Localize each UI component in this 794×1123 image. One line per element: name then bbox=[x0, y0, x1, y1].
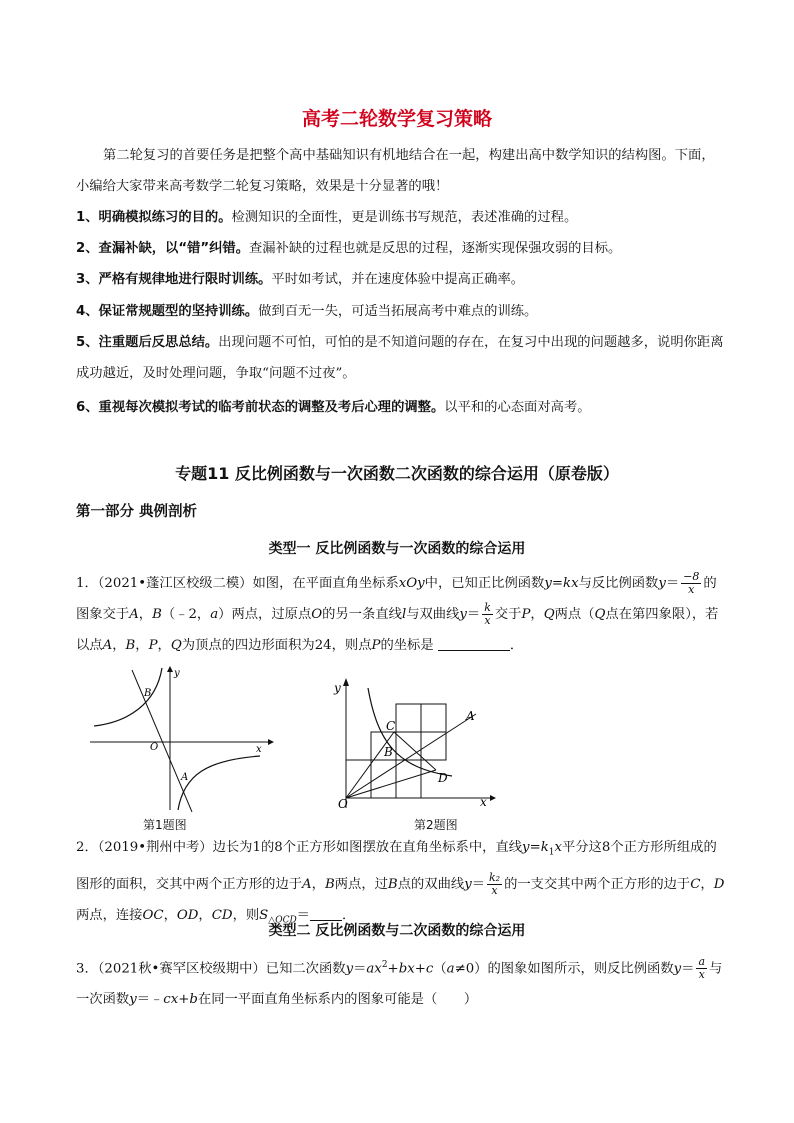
topic-title: 专题11 反比例函数与一次函数二次函数的综合运用（原卷版） bbox=[175, 464, 619, 483]
answer-blank[interactable] bbox=[310, 906, 342, 921]
strategy-item-2 bbox=[76, 233, 726, 264]
fig1-origin-label: O bbox=[150, 742, 159, 753]
q1-text: 的图象交于 bbox=[76, 576, 717, 622]
q1-number: 1． bbox=[76, 576, 98, 591]
fig2-d-label: D bbox=[438, 771, 448, 785]
item-text: 做到百无一失，可适当拓展高考中难点的训练。 bbox=[258, 304, 538, 319]
question-1: 1．（2021•蓬江区校级二模）如图，在平面直角坐标系xOy中，已知正比例函数y=kx与反比例函数y＝ $\frac{-8}{x}$ 的图象交于A，B（﹣2，a）两点，过原点O的另一条直线l与双曲线y＝ $\frac{k}{x}$ 交于P，Q两点（Q点在第四象限），若以点A，B，P，Q为顶点的四边形面积为24，则点P的坐标是 ． bbox=[76, 570, 719, 653]
item-text: 以平和的心态面对高考。 bbox=[444, 400, 591, 415]
q2-fraction: $\frac{\text{k₂}}{x}$ bbox=[489, 870, 501, 897]
strategy-item-6 bbox=[76, 392, 726, 423]
fig2-c-label: C bbox=[386, 719, 396, 733]
part-heading: 第一部分 典例剖析 bbox=[76, 504, 198, 520]
answer-blank[interactable] bbox=[438, 636, 510, 651]
item-text: 检测知识的全面性，更是训练书写规范，表述准确的过程。 bbox=[231, 210, 578, 225]
item-bold: 6、重视每次模拟考试的临考前状态的调整及考后心理的调整。 bbox=[76, 400, 445, 415]
item-bold: 3、严格有规律地进行限时训练。 bbox=[76, 272, 272, 287]
fig1-b-label: B bbox=[144, 688, 152, 699]
fig2-b-label: B bbox=[384, 745, 393, 759]
q1-fraction: $\frac{-8}{x}$ bbox=[683, 570, 700, 596]
page-title: 高考二轮数学复习策略 bbox=[301, 108, 492, 130]
figure-1 bbox=[88, 664, 278, 812]
q1-fraction-k: $\frac{k}{x}$ bbox=[484, 601, 491, 627]
fig1-y-label: y bbox=[174, 668, 180, 679]
fig2-a-label: A bbox=[466, 709, 475, 723]
intro-paragraph: 第二轮复习的首要任务是把整个高中基础知识有机地结合在一起，构建出高中数学知识的结构图。下面，小编给大家带来高考数学二轮复习策略，效果是十分显著的哦！ bbox=[76, 148, 715, 194]
question-3: 3．（2021秋•赛罕区校级期中）已知二次函数$y=ax^2+bx+c(a\ne 0)$的图象如图所示，则反比例函数y＝ $\frac{a}{x}$ 与一次函数y＝﹣cx+b在同一平面直角坐标系内的图象可能是（ ） bbox=[76, 955, 723, 1008]
q1-text: 如图，在平面直角坐标系 bbox=[252, 576, 399, 591]
type-one-heading: 类型一 反比例函数与一次函数的综合运用 bbox=[268, 541, 526, 557]
q2-source: （2019•荆州中考） bbox=[97, 840, 213, 855]
fig2-x-label: x bbox=[480, 795, 487, 809]
item-bold: 4、保证常规题型的坚持训练。 bbox=[76, 304, 259, 319]
type-two-heading: 类型二 反比例函数与二次函数的综合运用 bbox=[268, 923, 526, 939]
question-2: 2．（2019•荆州中考）边长为1的8个正方形如图摆放在直角坐标系中，直线$y=k_1x$平分这8个正方形所组成的图形的面积，交其中两个正方形的边于A，B两点，过B点的双曲线y＝ $\frac{\text{k₂}}{x}$ 的一支交其中两个正方形的边于C，D两点，连接OC，OD，CD，则$S_{\triangle OCD}=$ ． bbox=[76, 840, 725, 926]
strategy-item-5 bbox=[76, 327, 726, 389]
q1-source: （2021•蓬江区校级二模） bbox=[97, 576, 253, 591]
strategy-item-3 bbox=[76, 264, 726, 295]
item-text: 出现问题不可怕，可怕的是不知道问题的存在，在复习中出现的问题越多，说明你距离成功越近，及时处理问题，争取“问题不过夜”。 bbox=[76, 335, 724, 381]
q1-text: 中，已知正比例函数 bbox=[424, 576, 545, 591]
q1-text: 与反比例函数 bbox=[578, 576, 659, 591]
item-text: 平时如考试，并在速度体验中提高正确率。 bbox=[271, 272, 525, 287]
fig1-x-label: x bbox=[256, 744, 262, 755]
q3-fraction: $\frac{a}{x}$ bbox=[698, 955, 705, 982]
item-bold: 2、查漏补缺，以“错”纠错。 bbox=[76, 241, 249, 256]
figure-2 bbox=[328, 674, 498, 810]
q3-source: （2021秋•赛罕区校级期中） bbox=[97, 961, 266, 977]
fig2-y-label: y bbox=[334, 681, 341, 695]
figure-2-caption: 第2题图 bbox=[414, 818, 458, 832]
strategy-item-1 bbox=[76, 202, 726, 233]
fig1-a-label: A bbox=[181, 772, 189, 783]
figure-1-caption: 第1题图 bbox=[143, 818, 187, 832]
strategy-item-4 bbox=[76, 296, 726, 327]
q2-number: 2． bbox=[76, 840, 98, 855]
item-bold: 1、明确模拟练习的目的。 bbox=[76, 210, 232, 225]
q3-number: 3． bbox=[76, 961, 98, 977]
fig2-origin-label: O bbox=[338, 797, 348, 810]
item-text: 查漏补缺的过程也就是反思的过程，逐渐实现保强攻弱的目标。 bbox=[249, 241, 622, 256]
item-bold: 5、注重题后反思总结。 bbox=[76, 335, 219, 350]
